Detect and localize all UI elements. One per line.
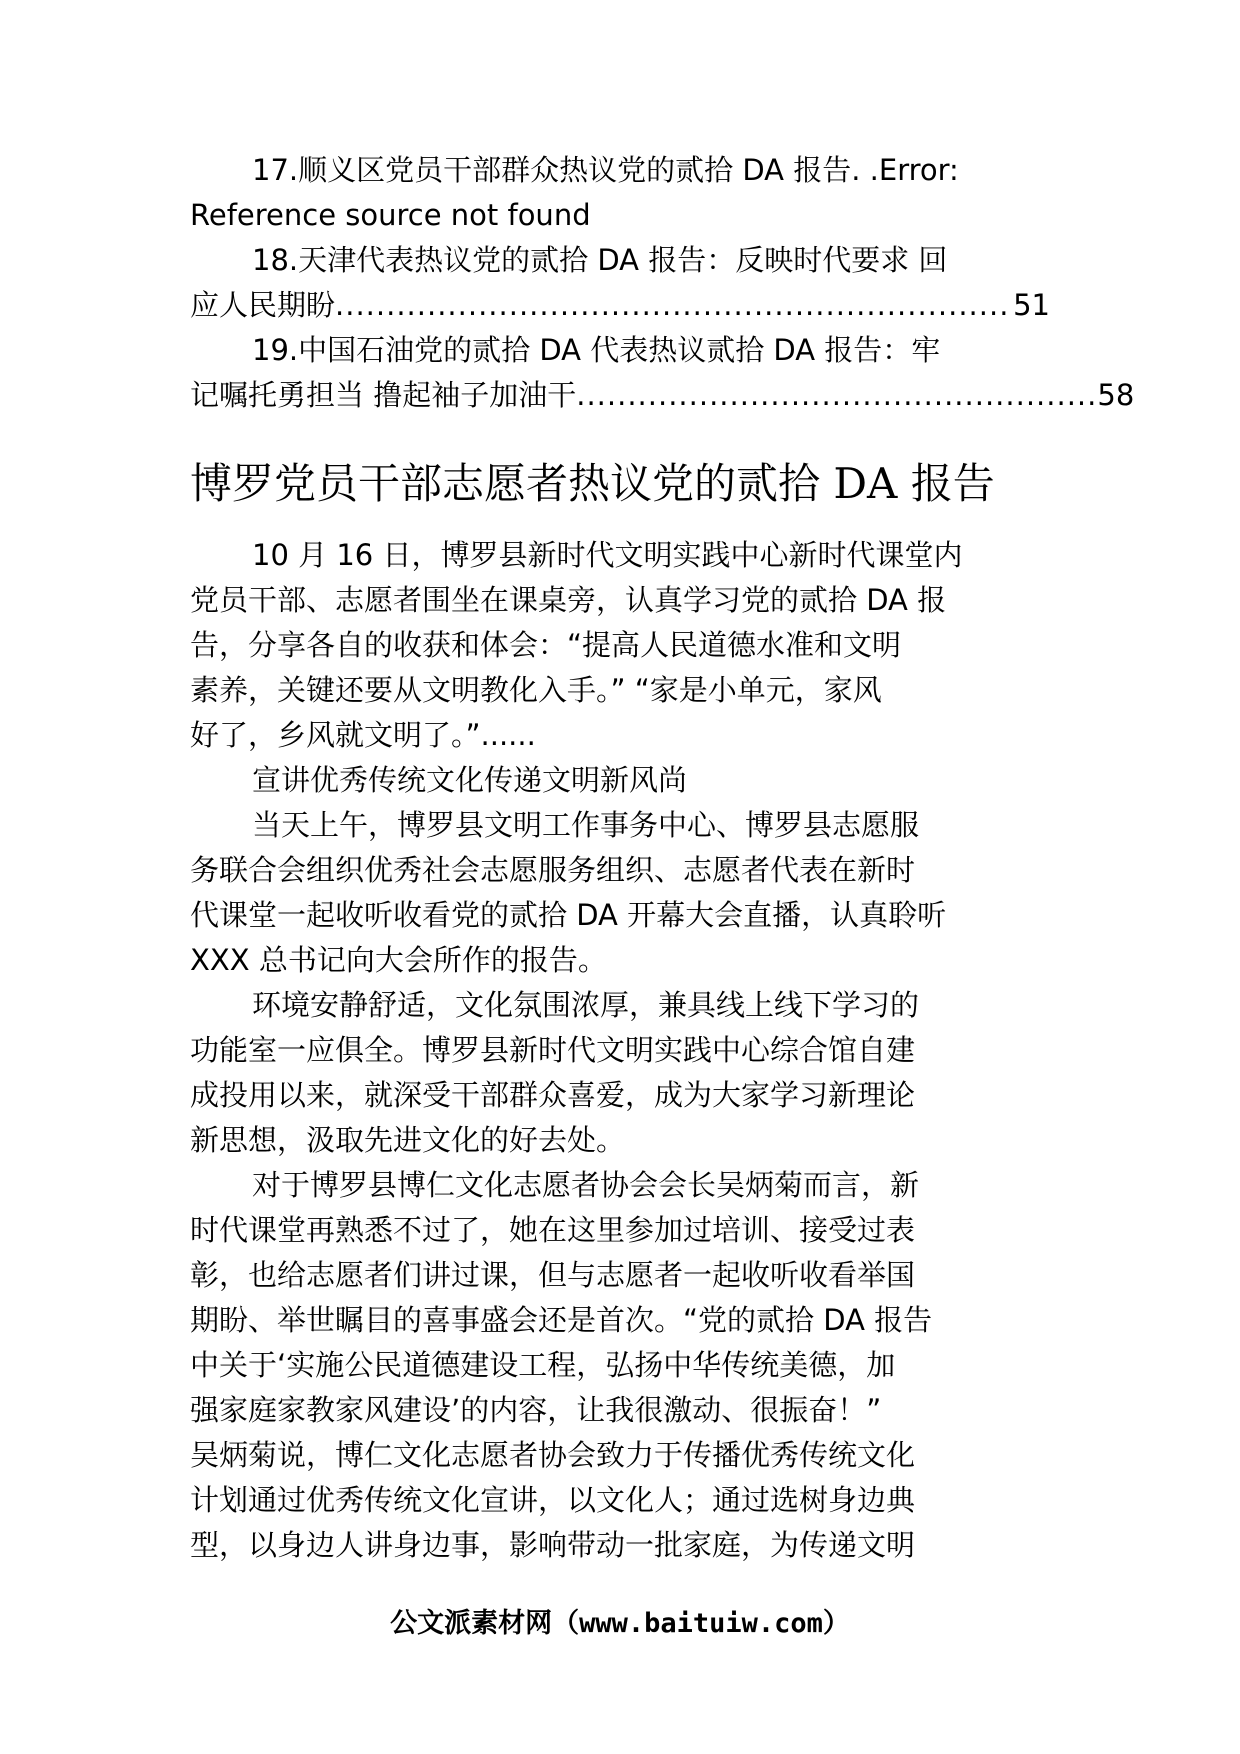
- section-subheading: 宣讲优秀传统文化传递文明新风尚: [252, 763, 688, 797]
- toc-item-17-line2[interactable]: Reference source not found: [190, 198, 591, 232]
- body-line: XXX 总书记向大会所作的报告。: [190, 943, 607, 977]
- body-line: 吴炳菊说，博仁文化志愿者协会致力于传播优秀传统文化: [190, 1438, 916, 1472]
- page-footer: 公文派素材网（www.baituiw.com）: [390, 1608, 850, 1639]
- body-line: 彰，也给志愿者们讲过课，但与志愿者一起收听收看举国: [190, 1258, 916, 1292]
- body-line: 代课堂一起收听收看党的贰拾 DA 开幕大会直播，认真聆听: [190, 898, 947, 932]
- toc-item-18-line2[interactable]: [190, 283, 1050, 328]
- body-line: 新思想，汲取先进文化的好去处。: [190, 1123, 626, 1157]
- toc-item-19-line1[interactable]: 19.中国石油党的贰拾 DA 代表热议贰拾 DA 报告：牢: [252, 333, 941, 367]
- body-line: 功能室一应俱全。博罗县新时代文明实践中心综合馆自建: [190, 1033, 916, 1067]
- body-line: 型，以身边人讲身边事，影响带动一批家庭，为传递文明: [190, 1528, 916, 1562]
- toc-item-19-line2[interactable]: [190, 373, 1135, 418]
- body-line: 计划通过优秀传统文化宣讲，以文化人；通过选树身边典: [190, 1483, 916, 1517]
- body-line: 对于博罗县博仁文化志愿者协会会长吴炳菊而言，新: [252, 1168, 920, 1202]
- body-line: 强家庭家教家风建设’的内容，让我很激动、很振奋！”: [190, 1393, 882, 1427]
- body-line: 期盼、举世瞩目的喜事盛会还是首次。“党的贰拾 DA 报告: [190, 1303, 933, 1337]
- toc-item-17-line1[interactable]: 17.顺义区党员干部群众热议党的贰拾 DA 报告. .Error:: [252, 153, 959, 187]
- toc-leader-dots: ..................................................................: [335, 288, 1010, 322]
- body-line: 10 月 16 日，博罗县新时代文明实践中心新时代课堂内: [252, 538, 963, 572]
- body-line: 素养，关键还要从文明教化入手。” “家是小单元，家风: [190, 673, 882, 707]
- toc-item-19-text: 记嘱托勇担当 撸起袖子加油干: [190, 378, 577, 412]
- body-line: 务联合会组织优秀社会志愿服务组织、志愿者代表在新时: [190, 853, 916, 887]
- body-line: 告，分享各自的收获和体会：“提高人民道德水准和文明: [190, 628, 902, 662]
- body-line: 好了，乡风就文明了。”......: [190, 718, 536, 752]
- body-line: 党员干部、志愿者围坐在课桌旁，认真学习党的贰拾 DA 报: [190, 583, 947, 617]
- body-line: 中关于‘实施公民道德建设工程，弘扬中华传统美德，加: [190, 1348, 896, 1382]
- body-line: 当天上午，博罗县文明工作事务中心、博罗县志愿服: [252, 808, 920, 842]
- article-title: 博罗党员干部志愿者热议党的贰拾 DA 报告: [190, 459, 995, 508]
- body-line: 时代课堂再熟悉不过了，她在这里参加过培训、接受过表: [190, 1213, 916, 1247]
- toc-item-18-text: 应人民期盼: [190, 288, 336, 322]
- toc-leader-dots: ...................................................: [576, 378, 1098, 412]
- body-line: 成投用以来，就深受干部群众喜爱，成为大家学习新理论: [190, 1078, 916, 1112]
- toc-item-18-line1[interactable]: 18.天津代表热议党的贰拾 DA 报告：反映时代要求 回: [252, 243, 948, 277]
- body-line: 环境安静舒适，文化氛围浓厚，兼具线上线下学习的: [252, 988, 920, 1022]
- toc-item-18-page: 51: [1013, 288, 1050, 322]
- toc-item-19-page: 58: [1097, 378, 1135, 412]
